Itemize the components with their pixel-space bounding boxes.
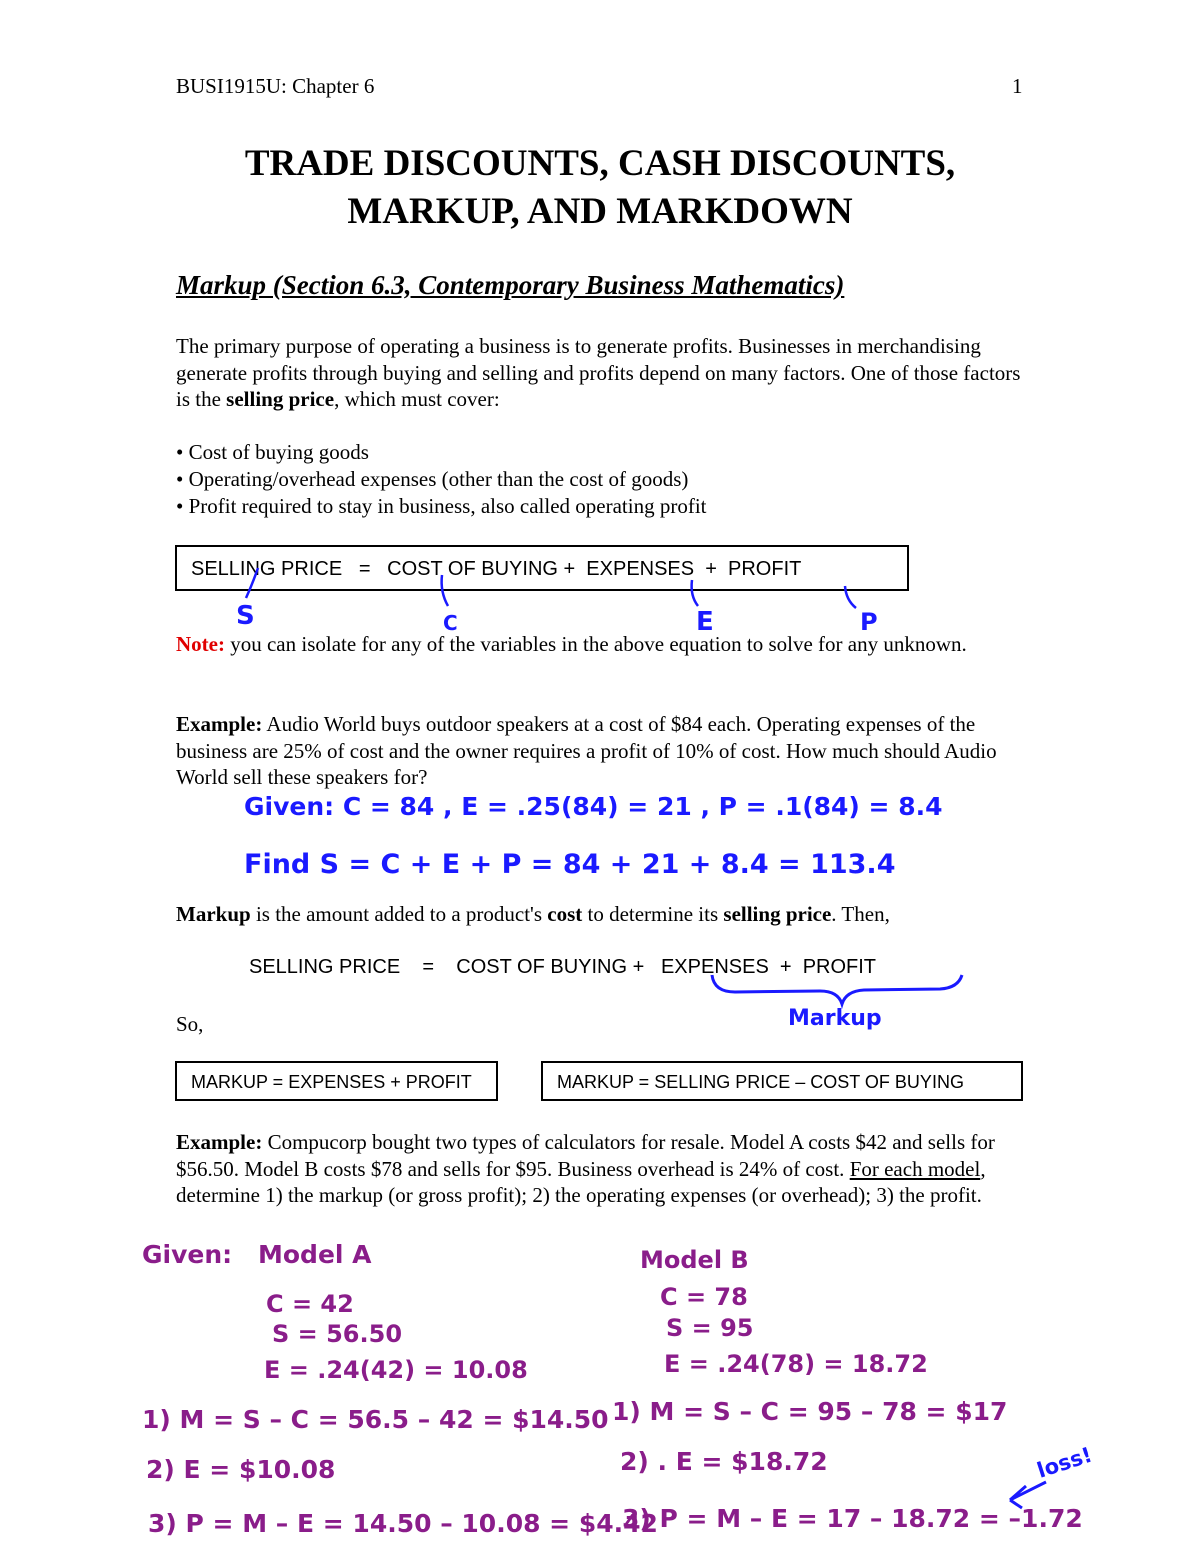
hw-model-b: Model B xyxy=(640,1246,749,1274)
example-2-text-end: , determine 1) the markup (or gross profit); 2) the operating expenses (or overhead); 3) the profit. xyxy=(176,1156,986,1207)
hw-b-expenses: 2) . E = $18.72 xyxy=(620,1447,828,1476)
brace-label: Markup xyxy=(788,1006,882,1031)
markup-brace xyxy=(712,975,962,1004)
bullet-item: • Cost of buying goods xyxy=(176,440,369,464)
hw-b-markup: 1) M = S – C = 95 – 78 = $17 xyxy=(612,1397,1008,1426)
so-text: So, xyxy=(176,1012,204,1036)
hw-model-a: Model A xyxy=(258,1240,372,1269)
loss-arrow xyxy=(1010,1482,1046,1508)
handwritten-given-1: Given: C = 84 , E = .25(84) = 21 , P = .1(84) = 8.4 xyxy=(244,792,943,821)
intro-text-end: , which must cover: xyxy=(334,387,500,411)
markup-formula-box-a xyxy=(175,1061,498,1101)
markup-formula-a: MARKUP = EXPENSES + PROFIT xyxy=(191,1072,472,1092)
markup-definition xyxy=(176,901,1036,928)
bullet-item: • Operating/overhead expenses (other than the cost of goods) xyxy=(176,467,689,491)
handwritten-find-1: Find S = C + E + P = 84 + 21 + 8.4 = 113.4 xyxy=(244,849,896,880)
hw-a-cost: C = 42 xyxy=(266,1290,354,1318)
example-2-label: Example: xyxy=(176,1130,263,1154)
example-1-text: Audio World buys outdoor speakers at a cost of $84 each. Operating expenses of the business are 25% of cost and the owner requires a profit of 10% of cost. How much should Audio World sell these speakers for? xyxy=(176,712,997,789)
intro-paragraph xyxy=(176,333,1036,413)
hw-loss: loss! xyxy=(1034,1442,1095,1483)
example-2-paragraph xyxy=(176,1129,1026,1209)
hw-b-expense: E = .24(78) = 18.72 xyxy=(664,1350,928,1378)
model-a-work xyxy=(142,1240,658,1538)
annotation-c: C xyxy=(443,611,458,635)
markup-formula-box-b xyxy=(541,1061,1023,1101)
markup-formula-b: MARKUP = SELLING PRICE – COST OF BUYING xyxy=(557,1072,964,1092)
hw-given-label: Given: xyxy=(142,1240,233,1269)
hw-b-cost: C = 78 xyxy=(660,1283,748,1311)
annotation-p: P xyxy=(860,608,878,636)
example-2-underlined: For each model xyxy=(849,1156,981,1181)
note-paragraph xyxy=(176,631,1036,658)
hw-a-sell: S = 56.50 xyxy=(272,1320,403,1348)
example-2-text: Compucorp bought two types of calculators for resale. Model A costs $42 and sells for $56.50. Model B costs $78 and sells for $95. Business overhead is 24% of cost. xyxy=(176,1130,995,1181)
equation-selling-price: SELLING PRICE = COST OF BUYING + EXPENSES + PROFIT xyxy=(191,558,802,580)
hw-a-profit: 3) P = M – E = 14.50 – 10.08 = $4.42 xyxy=(148,1509,658,1538)
intro-bold: selling price xyxy=(226,387,335,411)
example-1-label: Example: xyxy=(176,712,263,736)
annotation-e: E xyxy=(696,607,714,637)
markup-def-text: . Then, xyxy=(831,902,890,926)
example-1-paragraph xyxy=(176,711,1036,791)
section-heading: Markup (Section 6.3, Contemporary Business Mathematics) xyxy=(176,270,845,300)
markup-term: Markup xyxy=(176,902,251,926)
hw-b-sell: S = 95 xyxy=(666,1314,754,1342)
bullet-item: • Profit required to stay in business, also called operating profit xyxy=(176,494,707,518)
model-b-work xyxy=(612,1246,1083,1533)
page-number: 1 xyxy=(1012,74,1023,98)
markup-def-text: is the amount added to a product's xyxy=(250,902,548,926)
cost-term: cost xyxy=(547,902,583,926)
hw-a-markup: 1) M = S – C = 56.5 – 42 = $14.50 xyxy=(142,1405,609,1434)
note-label: Note: xyxy=(176,632,225,656)
equation-box xyxy=(175,545,909,591)
intro-text: The primary purpose of operating a business is to generate profits. Businesses in merchandising generate profits through buying and selling and profits depend on many factors. One of those factors is the xyxy=(176,334,1021,411)
hw-a-expenses: 2) E = $10.08 xyxy=(146,1455,336,1484)
course-header: BUSI1915U: Chapter 6 xyxy=(176,74,375,98)
hw-b-profit: 3) P = M – E = 17 – 18.72 = –1.72 xyxy=(622,1504,1083,1533)
annotation-s: S xyxy=(236,601,255,631)
title-line-1: TRADE DISCOUNTS, CASH DISCOUNTS, xyxy=(244,143,956,184)
note-text: you can isolate for any of the variables in the above equation to solve for any unknown. xyxy=(224,632,967,656)
hw-a-expense: E = .24(42) = 10.08 xyxy=(264,1356,528,1384)
markup-def-text: to determine its xyxy=(582,902,724,926)
title-line-2: MARKUP, AND MARKDOWN xyxy=(347,191,853,232)
equation-selling-price-2: SELLING PRICE = COST OF BUYING + EXPENSES + PROFIT xyxy=(249,956,877,978)
selling-price-term: selling price xyxy=(723,902,832,926)
